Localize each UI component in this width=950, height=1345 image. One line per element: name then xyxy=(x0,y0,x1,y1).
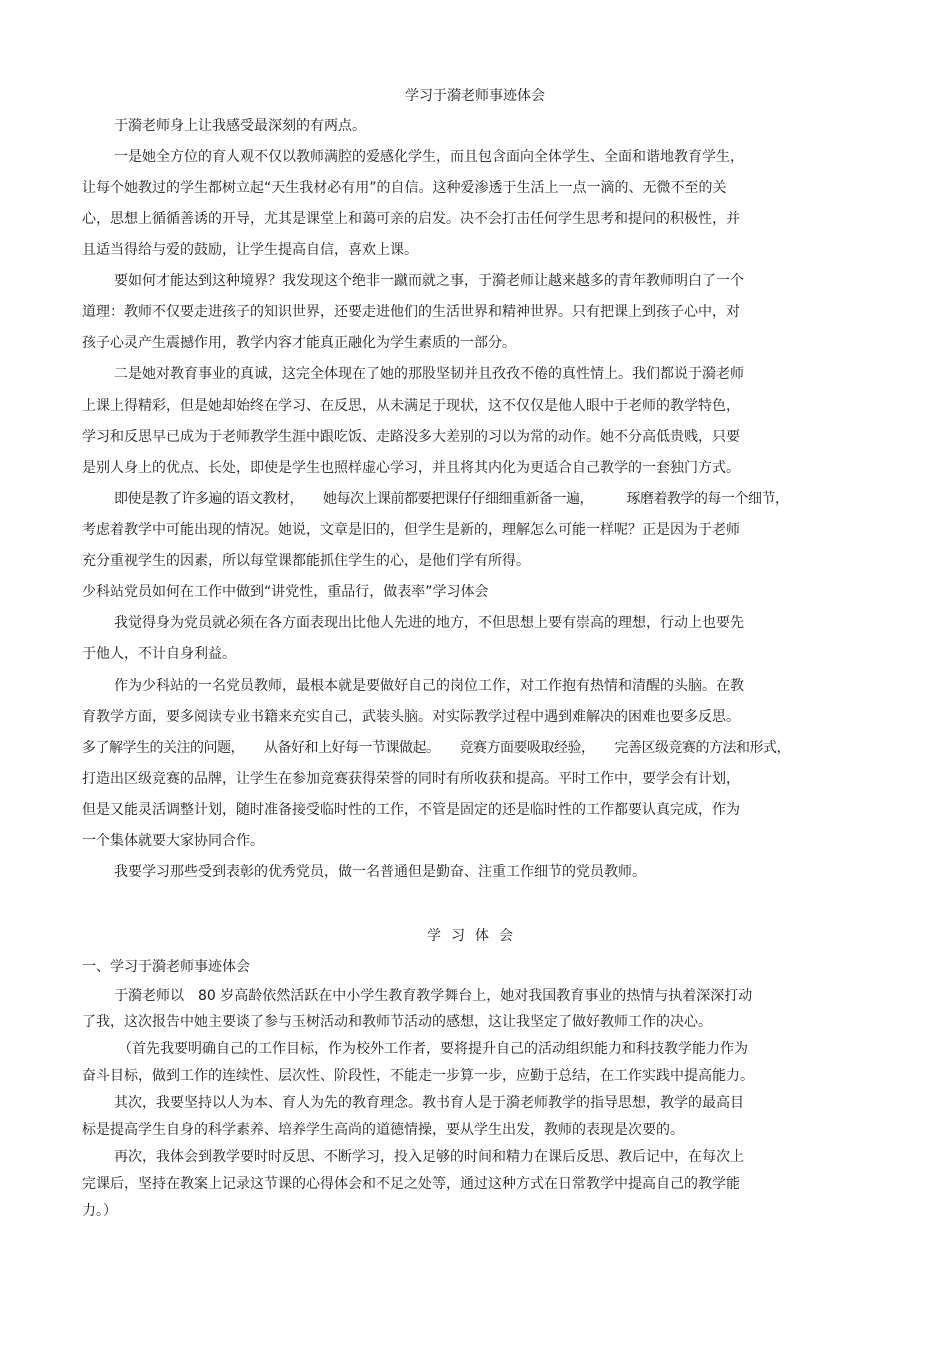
doc-title-3: 学习体会 xyxy=(427,928,523,944)
paragraph-line: 心，思想上循循善诱的开导，尤其是课堂上和蔼可亲的启发。决不会打击任何学生思考和提问的积极性，并 xyxy=(82,211,740,227)
paragraph-line: 于他人，不计自身利益。 xyxy=(82,646,236,662)
paragraph-line: 多了解学生的关注的问题， 从备好和上好每一节课做起。 竞赛方面要吸取经验， 完善区级竞赛的方法和形式， xyxy=(82,740,790,756)
paragraph-line: 一个集体就要大家协同合作。 xyxy=(82,833,264,849)
paragraph-line: 学习和反思早已成为于老师教学生涯中跟吃饭、走路没多大差别的习以为常的动作。她不分高低贵贱，只要 xyxy=(82,429,740,445)
doc-title-1: 学习于漪老师事迹体会 xyxy=(405,88,545,104)
paragraph-line: 是别人身上的优点、长处，即使是学生也照样虚心学习，并且将其内化为更适合自己教学的一套独门方式。 xyxy=(82,460,740,476)
section-heading: 一、学习于漪老师事迹体会 xyxy=(82,959,250,975)
paragraph-line: 二是她对教育事业的真诚，这完全体现在了她的那股坚韧并且孜孜不倦的真性情上。我们都说于漪老师 xyxy=(114,366,744,382)
paragraph-line: 考虑着教学中可能出现的情况。她说，文章是旧的，但学生是新的，理解怎么可能一样呢？正是因为于老师 xyxy=(82,522,740,538)
paragraph-line: 于漪老师以 80 岁高龄依然活跃在中小学生教育教学舞台上，她对我国教育事业的热情与执着深深打动 xyxy=(114,988,753,1004)
paragraph-line: 作为少科站的一名党员教师，最根本就是要做好自己的岗位工作，对工作抱有热情和清醒的头脑。在教 xyxy=(114,678,744,694)
paragraph-line: 一是她全方位的育人观不仅以教师满腔的爱感化学生，而且包含面向全体学生、全面和谐地教育学生， xyxy=(114,149,744,165)
paragraph-line: 道理：教师不仅要走进孩子的知识世界，还要走进他们的生活世界和精神世界。只有把课上到孩子心中，对 xyxy=(82,304,740,320)
paragraph-line: 其次，我要坚持以人为本、育人为先的教育理念。教书育人是于漪老师教学的指导思想，教学的最高目 xyxy=(114,1095,744,1111)
doc-title-2: 少科站党员如何在工作中做到“讲党性，重品行，做表率”学习体会 xyxy=(82,584,489,600)
paragraph-line: 了我，这次报告中她主要谈了参与玉树活动和教师节活动的感想，这让我坚定了做好教师工作的决心。 xyxy=(82,1014,712,1030)
paragraph-line: 让每个她教过的学生都树立起“天生我材必有用”的自信。这种爱渗透于生活上一点一滴的、无微不至的关 xyxy=(82,180,727,196)
paragraph-line: 标是提高学生自身的科学素养、培养学生高尚的道德情操，要从学生出发，教师的表现是次要的。 xyxy=(82,1122,684,1138)
paragraph-line: （首先我要明确自己的工作目标，作为校外工作者，要将提升自己的活动组织能力和科技教学能力作为 xyxy=(118,1041,748,1057)
paragraph-line: 完课后，坚持在教案上记录这节课的心得体会和不足之处等，通过这种方式在日常教学中提高自己的教学能 xyxy=(82,1176,740,1192)
paragraph-line: 孩子心灵产生震撼作用，教学内容才能真正融化为学生素质的一部分。 xyxy=(82,335,516,351)
paragraph-line: 充分重视学生的因素，所以每堂课都能抓住学生的心，是他们学有所得。 xyxy=(82,553,530,569)
paragraph-line: 育教学方面，要多阅读专业书籍来充实自己，武装头脑。对实际教学过程中遇到难解决的困难也要多反思。 xyxy=(82,709,740,725)
paragraph-line: 我觉得身为党员就必须在各方面表现出比他人先进的地方，不但思想上要有崇高的理想，行动上也要先 xyxy=(114,615,744,631)
paragraph-line: 打造出区级竞赛的品牌，让学生在参加竞赛获得荣誉的同时有所收获和提高。平时工作中，要学会有计划， xyxy=(82,771,740,787)
paragraph-line: 即使是教了许多遍的语文教材， 她每次上课前都要把课仔仔细细重新备一遍， 琢磨着教学的每一个细节， xyxy=(114,491,789,507)
paragraph-line: 再次，我体会到教学要时时反思、不断学习，投入足够的时间和精力在课后反思、教后记中，在每次上 xyxy=(114,1149,744,1165)
paragraph-line: 奋斗目标，做到工作的连续性、层次性、阶段性，不能走一步算一步，应勤于总结，在工作实践中提高能力。 xyxy=(82,1068,754,1084)
paragraph-line: 且适当得给与爱的鼓励，让学生提高自信，喜欢上课。 xyxy=(82,242,418,258)
paragraph-line: 但是又能灵活调整计划，随时准备接受临时性的工作，不管是固定的还是临时性的工作都要认真完成，作为 xyxy=(82,802,740,818)
paragraph-line: 于漪老师身上让我感受最深刻的有两点。 xyxy=(114,118,366,134)
paragraph-line: 力。） xyxy=(82,1203,117,1219)
paragraph-line: 要如何才能达到这种境界？我发现这个绝非一蹴而就之事，于漪老师让越来越多的青年教师明白了一个 xyxy=(114,273,744,289)
paragraph-line: 上课上得精彩，但是她却始终在学习、在反思，从未满足于现状，这不仅仅是他人眼中于老师的教学特色， xyxy=(82,398,740,414)
paragraph-line: 我要学习那些受到表彰的优秀党员，做一名普通但是勤奋、注重工作细节的党员教师。 xyxy=(114,864,646,880)
